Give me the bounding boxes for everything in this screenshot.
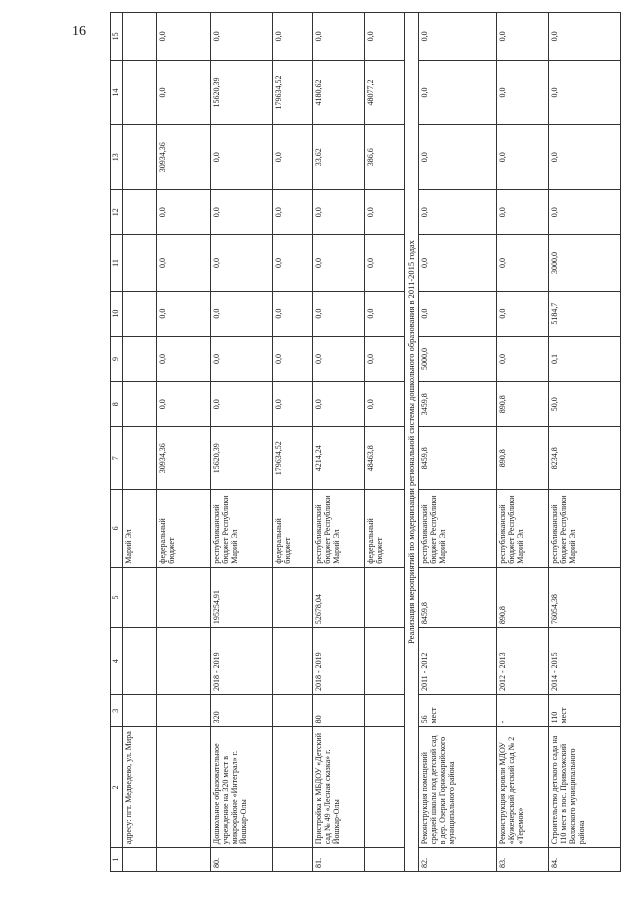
- table-cell: 0,0: [156, 235, 210, 291]
- table-cell: 30934,36: [156, 125, 210, 190]
- table-cell: [156, 695, 210, 727]
- table-cell: 0,0: [497, 291, 549, 336]
- table-cell: 80: [312, 695, 364, 727]
- table-cell: 0,0: [364, 235, 404, 291]
- table-cell: 0,0: [156, 382, 210, 427]
- object-name-cell: адресу: пгт. Медведево, ул. Мира: [122, 727, 156, 848]
- table-cell: 48463,8: [364, 427, 404, 490]
- table-cell: [122, 60, 156, 125]
- table-cell: [364, 695, 404, 727]
- row-number-cell: [364, 848, 404, 872]
- table-cell: [156, 567, 210, 627]
- table-cell: республиканский бюджет Республики Марий Эл: [549, 490, 621, 568]
- column-header: 12: [111, 190, 123, 235]
- table-cell: [122, 427, 156, 490]
- column-header: 14: [111, 60, 123, 125]
- program-table: [110, 12, 621, 872]
- table-cell: [272, 628, 312, 695]
- table-cell: 0,0: [497, 235, 549, 291]
- table-cell: 2012 - 2013: [497, 628, 549, 695]
- table-row: [156, 13, 210, 872]
- table-cell: 2011 - 2012: [419, 628, 497, 695]
- table-cell: 0,0: [364, 291, 404, 336]
- table-cell: республиканский бюджет Республики Марий Эл: [312, 490, 364, 568]
- table-cell: республиканский бюджет Республики Марий Эл: [210, 490, 272, 568]
- table-cell: [364, 628, 404, 695]
- table-cell: 179634,52: [272, 60, 312, 125]
- row-number-cell: [272, 848, 312, 872]
- table-cell: 0,0: [497, 60, 549, 125]
- table-cell: республиканский бюджет Республики Марий Эл: [497, 490, 549, 568]
- table-cell: 0,0: [364, 190, 404, 235]
- table-cell: 0,0: [312, 336, 364, 381]
- table-cell: 0,0: [497, 125, 549, 190]
- column-header: 1: [111, 848, 123, 872]
- table-cell: 2018 - 2019: [210, 628, 272, 695]
- table-cell: 320: [210, 695, 272, 727]
- object-name-cell: [364, 727, 404, 848]
- object-name-cell: Пристройка к МБДОУ «Детский сад № 49 «Лесная сказка» г. Йошкар-Олы: [312, 727, 364, 848]
- table-cell: 0,0: [549, 190, 621, 235]
- table-cell: 56 мест: [419, 695, 497, 727]
- table-cell: 4214,24: [312, 427, 364, 490]
- table-cell: 8234,8: [549, 427, 621, 490]
- table-cell: 76054,38: [549, 567, 621, 627]
- table-cell: 0,0: [210, 291, 272, 336]
- table-row: [312, 13, 364, 872]
- table-cell: 5184,7: [549, 291, 621, 336]
- table-cell: [272, 695, 312, 727]
- table-cell: 33,62: [312, 125, 364, 190]
- table-cell: [122, 695, 156, 727]
- table-cell: 0,0: [272, 190, 312, 235]
- table-row: [272, 13, 312, 872]
- table-cell: 890,8: [497, 567, 549, 627]
- table-row: [364, 13, 404, 872]
- column-header: 8: [111, 382, 123, 427]
- table-cell: 0,0: [156, 60, 210, 125]
- table-cell: Марий Эл: [122, 490, 156, 568]
- object-name-cell: Дошкольное образовательное учреждение на 320 мест в микрорайоне «Интеграл» г. Йошкар-Олы: [210, 727, 272, 848]
- row-number-cell: 83.: [497, 848, 549, 872]
- table-cell: 0,0: [156, 190, 210, 235]
- table-cell: 0,0: [312, 235, 364, 291]
- row-number-cell: 80.: [210, 848, 272, 872]
- table-cell: 0,0: [549, 125, 621, 190]
- row-number-cell: 84.: [549, 848, 621, 872]
- table-cell: 15620,39: [210, 60, 272, 125]
- table-row: [419, 13, 497, 872]
- table-cell: [122, 13, 156, 61]
- table-cell: 0,0: [549, 13, 621, 61]
- table-cell: федеральный бюджет: [156, 490, 210, 568]
- table-cell: -: [497, 695, 549, 727]
- table-cell: [122, 291, 156, 336]
- table-cell: 0,0: [210, 190, 272, 235]
- table-row: [122, 13, 156, 872]
- table-row: [549, 13, 621, 872]
- table-cell: 0,0: [312, 190, 364, 235]
- row-number-cell: 82.: [419, 848, 497, 872]
- table-cell: 0,0: [210, 382, 272, 427]
- table-cell: 8459,8: [419, 567, 497, 627]
- table-cell: 0,0: [272, 125, 312, 190]
- table-cell: 0,0: [419, 291, 497, 336]
- object-name-cell: Реконструкция кровли МДОУ «Куженерский детский сад № 2 «Теремок»: [497, 727, 549, 848]
- table-cell: 890,8: [497, 382, 549, 427]
- table-cell: 0,0: [419, 190, 497, 235]
- table-cell: 52678,04: [312, 567, 364, 627]
- table-cell: 0,0: [364, 13, 404, 61]
- object-name-cell: [156, 727, 210, 848]
- object-name-cell: Реконструкция помещений средней школы под детский сад в дер. Озерки Горномарийского муниципального района: [419, 727, 497, 848]
- table-row: [210, 13, 272, 872]
- table-cell: 0,0: [312, 291, 364, 336]
- column-header: 3: [111, 695, 123, 727]
- column-header: 11: [111, 235, 123, 291]
- table-cell: 0,0: [549, 60, 621, 125]
- table-cell: [122, 336, 156, 381]
- table-cell: 890,8: [497, 427, 549, 490]
- table-cell: федеральный бюджет: [364, 490, 404, 568]
- section-title: Реализация мероприятий по модернизации региональной системы дошкольного образования в 2011-2015 годах: [404, 13, 419, 872]
- column-header: 10: [111, 291, 123, 336]
- table-cell: 0,0: [497, 336, 549, 381]
- table-row: [497, 13, 549, 872]
- table-cell: 30934,36: [156, 427, 210, 490]
- table-cell: 2014 - 2015: [549, 628, 621, 695]
- table-cell: 0,0: [419, 235, 497, 291]
- table-cell: 0,0: [210, 235, 272, 291]
- rotated-table-wrapper: [110, 12, 630, 872]
- table-cell: 0,0: [419, 60, 497, 125]
- column-header: 2: [111, 727, 123, 848]
- table-cell: 4180,62: [312, 60, 364, 125]
- table-cell: 0,0: [156, 336, 210, 381]
- table-cell: 0,0: [156, 291, 210, 336]
- table-cell: 0,0: [419, 125, 497, 190]
- table-cell: [272, 567, 312, 627]
- row-number-cell: [156, 848, 210, 872]
- table-cell: [122, 628, 156, 695]
- table-cell: 0,0: [312, 13, 364, 61]
- table-cell: 0,1: [549, 336, 621, 381]
- column-header: 15: [111, 13, 123, 61]
- table-cell: [122, 125, 156, 190]
- table-cell: 0,0: [156, 13, 210, 61]
- table-cell: 0,0: [210, 13, 272, 61]
- table-cell: 179634,52: [272, 427, 312, 490]
- table-cell: 0,0: [210, 336, 272, 381]
- table-body: [122, 13, 621, 872]
- object-name-cell: Строительство детского сада на 110 мест в пос. Приволжский Волжского муниципального района: [549, 727, 621, 848]
- table-cell: 0,0: [312, 382, 364, 427]
- table-cell: 5000,0: [419, 336, 497, 381]
- column-header: 5: [111, 567, 123, 627]
- table-cell: 48077,2: [364, 60, 404, 125]
- column-header: 7: [111, 427, 123, 490]
- table-header-row: [111, 13, 123, 872]
- row-number-cell: [122, 848, 156, 872]
- column-header: 13: [111, 125, 123, 190]
- table-cell: [122, 567, 156, 627]
- table-cell: 0,0: [272, 336, 312, 381]
- table-cell: [364, 567, 404, 627]
- column-header: 4: [111, 628, 123, 695]
- table-cell: [122, 382, 156, 427]
- column-header: 6: [111, 490, 123, 568]
- table-cell: 0,0: [272, 382, 312, 427]
- table-cell: 50,0: [549, 382, 621, 427]
- table-cell: [122, 235, 156, 291]
- table-cell: 0,0: [497, 190, 549, 235]
- table-cell: 8459,8: [419, 427, 497, 490]
- row-number-cell: 81.: [312, 848, 364, 872]
- table-cell: 0,0: [272, 13, 312, 61]
- table-cell: 195254,91: [210, 567, 272, 627]
- table-cell: федеральный бюджет: [272, 490, 312, 568]
- table-cell: 3000,0: [549, 235, 621, 291]
- table-cell: 0,0: [364, 382, 404, 427]
- object-name-cell: [272, 727, 312, 848]
- table-cell: 0,0: [364, 336, 404, 381]
- table-cell: 110 мест: [549, 695, 621, 727]
- column-header: 9: [111, 336, 123, 381]
- table-cell: 0,0: [419, 13, 497, 61]
- page-number: 16: [72, 24, 86, 39]
- table-cell: 2018 - 2019: [312, 628, 364, 695]
- table-cell: 0,0: [210, 125, 272, 190]
- section-title-row: [404, 13, 419, 872]
- table-cell: 3459,8: [419, 382, 497, 427]
- table-cell: [122, 190, 156, 235]
- table-cell: республиканский бюджет Республики Марий Эл: [419, 490, 497, 568]
- table-cell: 15620,39: [210, 427, 272, 490]
- table-cell: 386,6: [364, 125, 404, 190]
- table-cell: 0,0: [272, 291, 312, 336]
- table-cell: 0,0: [272, 235, 312, 291]
- table-cell: [156, 628, 210, 695]
- table-cell: 0,0: [497, 13, 549, 61]
